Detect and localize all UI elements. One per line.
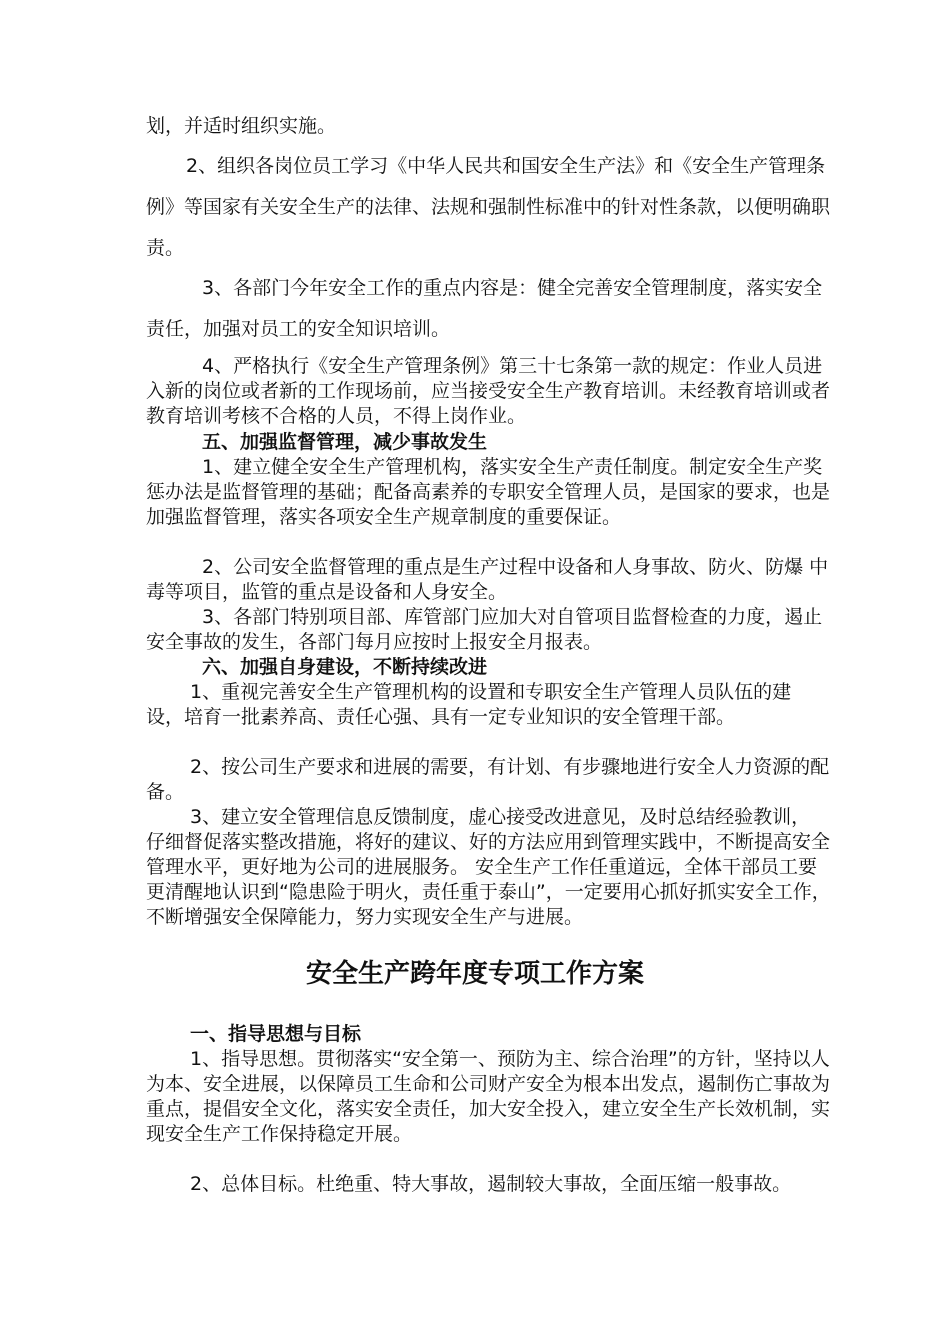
- paragraph-6-1: 1、重视完善安全生产管理机构的设置和专职安全生产管理人员队伍的建 设，培育一批素养高、责任心强、具有一定专业知识的安全管理干部。: [146, 681, 792, 728]
- paragraph-item-2: 2、组织各岗位员工学习《中华人民共和国安全生产法》和《安全生产管理条例》等国家有关安全生产的法律、法规和强制性标准中的针对性条款，以便明确职责。: [146, 155, 831, 259]
- paragraph-item-3: 3、各部门今年安全工作的重点内容是：健全完善安全管理制度，落实安全 责任，加强对员工的安全知识培训。: [146, 277, 823, 340]
- paragraph-item-4: 4、严格执行《安全生产管理条例》第三十七条第一款的规定：作业人员进 入新的岗位或者新的工作现场前，应当接受安全生产教育培训。未经教育培训或者教育培训考核不合格的人员，不得上岗作业。: [146, 355, 831, 427]
- section-heading-1: 一、指导思想与目标: [190, 1023, 362, 1045]
- section-heading-5: 五、加强监督管理，减少事故发生: [202, 431, 488, 453]
- paragraph-5-1: 1、建立健全安全生产管理机构，落实安全生产责任制度。制定安全生产奖 惩办法是监督管理的基础；配备高素养的专职安全管理人员，是国家的要求，也是加强监督管理，落实各项安全生产规章制度的重要保证。: [146, 456, 831, 528]
- paragraph-continuation: 划，并适时组织实施。: [146, 115, 337, 137]
- paragraph-overall-goal: 2、总体目标。杜绝重、特大事故，遏制较大事故，全面压缩一般事故。: [190, 1173, 792, 1195]
- paragraph-6-2: 2、按公司生产要求和进展的需要，有计划、有步骤地进行安全人力资源的配备。: [146, 756, 830, 803]
- section-heading-6: 六、加强自身建设，不断持续改进: [202, 656, 488, 678]
- paragraph-5-2: 2、公司安全监督管理的重点是生产过程中设备和人身事故、防火、防爆 中毒等项目，监管的重点是设备和人身安全。: [146, 556, 829, 603]
- paragraph-6-3: 3、建立安全管理信息反馈制度，虚心接受改进意见，及时总结经验教训， 仔细督促落实整改措施，将好的建议、好的方法应用到管理实践中，不断提高安全管理水平，更好地为公司的进展服务。 安全生产工作任重道远，全体干部员工要更清醒地认识到“隐患险于明火，责任重于泰山”，一定要用心抓好抓实安全工作，不断增强安全保障能力，努力实现安全生产与进展。: [146, 806, 831, 928]
- document-title: 安全生产跨年度专项工作方案: [305, 959, 644, 989]
- paragraph-guiding-thought: 1、指导思想。贯彻落实“安全第一、预防为主、综合治理”的方针，坚持以人为本、安全进展，以保障员工生命和公司财产安全为根本出发点，遏制伤亡事故为重点，提倡安全文化，落实安全责任，加大安全投入，建立安全生产长效机制，实现安全生产工作保持稳定开展。: [146, 1048, 831, 1145]
- paragraph-5-3: 3、各部门特别项目部、库管部门应加大对自管项目监督检查的力度，遏止安全事故的发生，各部门每月应按时上报安全月报表。: [146, 606, 823, 653]
